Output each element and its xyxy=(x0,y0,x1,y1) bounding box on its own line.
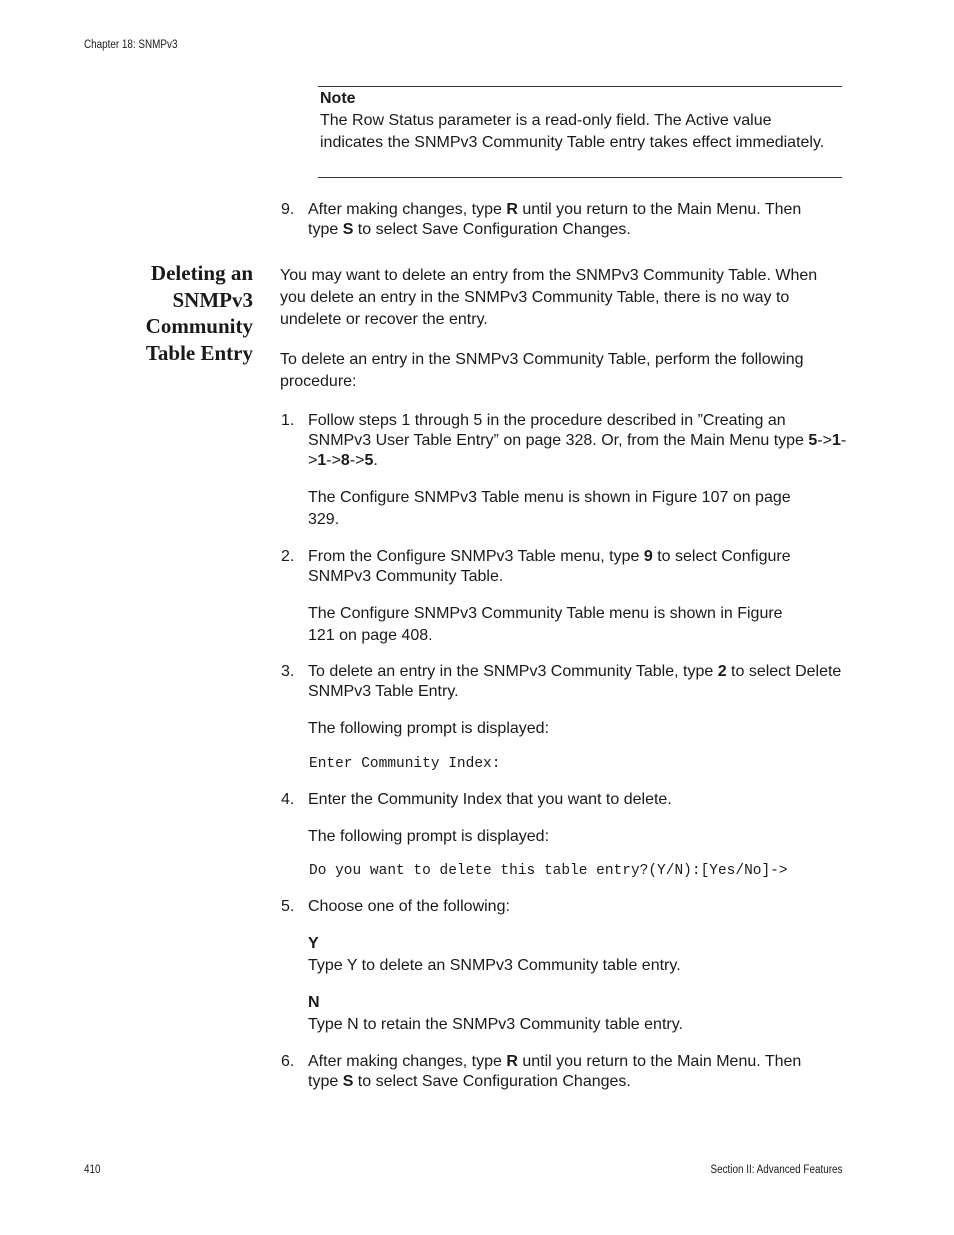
option-n-text: Type N to retain the SNMPv3 Community table entry. xyxy=(308,1016,683,1033)
step-3-prompt: Enter Community Index: xyxy=(309,756,501,772)
step-4-text: Enter the Community Index that you want to delete. xyxy=(308,791,672,808)
step-2-text: From the Configure SNMPv3 Table menu, type 9 to select Configure SNMPv3 Community Table. xyxy=(308,548,791,585)
option-y-text: Type Y to delete an SNMPv3 Community table entry. xyxy=(308,957,681,974)
step-1-number: 1. xyxy=(281,412,295,429)
step-3-number: 3. xyxy=(281,663,295,680)
step-1-result: The Configure SNMPv3 Table menu is shown in Figure 107 on page 329. xyxy=(308,489,791,528)
intro-paragraph-2: To delete an entry in the SNMPv3 Community Table, perform the following procedure: xyxy=(280,351,804,390)
page-number: 410 xyxy=(84,1164,101,1176)
running-footer: Section II: Advanced Features xyxy=(710,1164,842,1176)
running-header: Chapter 18: SNMPv3 xyxy=(84,39,178,51)
option-n-label: N xyxy=(308,994,320,1011)
step-9-text: After making changes, type R until you return to the Main Menu. Then type S to select Save Configuration Changes. xyxy=(308,201,802,238)
step-4-number: 4. xyxy=(281,791,295,808)
step-3-text: To delete an entry in the SNMPv3 Community Table, type 2 to select Delete SNMPv3 Table Entry. xyxy=(308,663,842,700)
note-title: Note xyxy=(320,90,356,107)
step-4-prompt: Do you want to delete this table entry?(Y/N):[Yes/No]-> xyxy=(309,863,788,879)
step-6-text: After making changes, type R until you return to the Main Menu. Then type S to select Save Configuration Changes. xyxy=(308,1053,802,1090)
step-4-result: The following prompt is displayed: xyxy=(308,828,550,845)
step-5-text: Choose one of the following: xyxy=(308,898,510,915)
step-9-number: 9. xyxy=(281,201,295,218)
step-5-number: 5. xyxy=(281,898,295,915)
step-1-text: Follow steps 1 through 5 in the procedure described in ”Creating an SNMPv3 User Table Entry” on page 328. Or, from the Main Menu type 5->1->1->8->5. xyxy=(308,412,847,469)
option-y-label: Y xyxy=(308,935,319,952)
step-6-number: 6. xyxy=(281,1053,295,1070)
step-2-result: The Configure SNMPv3 Community Table menu is shown in Figure 121 on page 408. xyxy=(308,605,783,644)
note-body: The Row Status parameter is a read-only field. The Active value indicates the SNMPv3 Community Table entry takes effect immediately. xyxy=(320,112,825,151)
step-3-result: The following prompt is displayed: xyxy=(308,720,550,737)
note-box xyxy=(318,86,842,178)
section-heading: Deleting an SNMPv3 Community Table Entry xyxy=(145,261,253,365)
step-2-number: 2. xyxy=(281,548,295,565)
intro-paragraph-1: You may want to delete an entry from the SNMPv3 Community Table. When you delete an entry in the SNMPv3 Community Table, there is no way to undelete or recover the entry. xyxy=(280,267,818,328)
